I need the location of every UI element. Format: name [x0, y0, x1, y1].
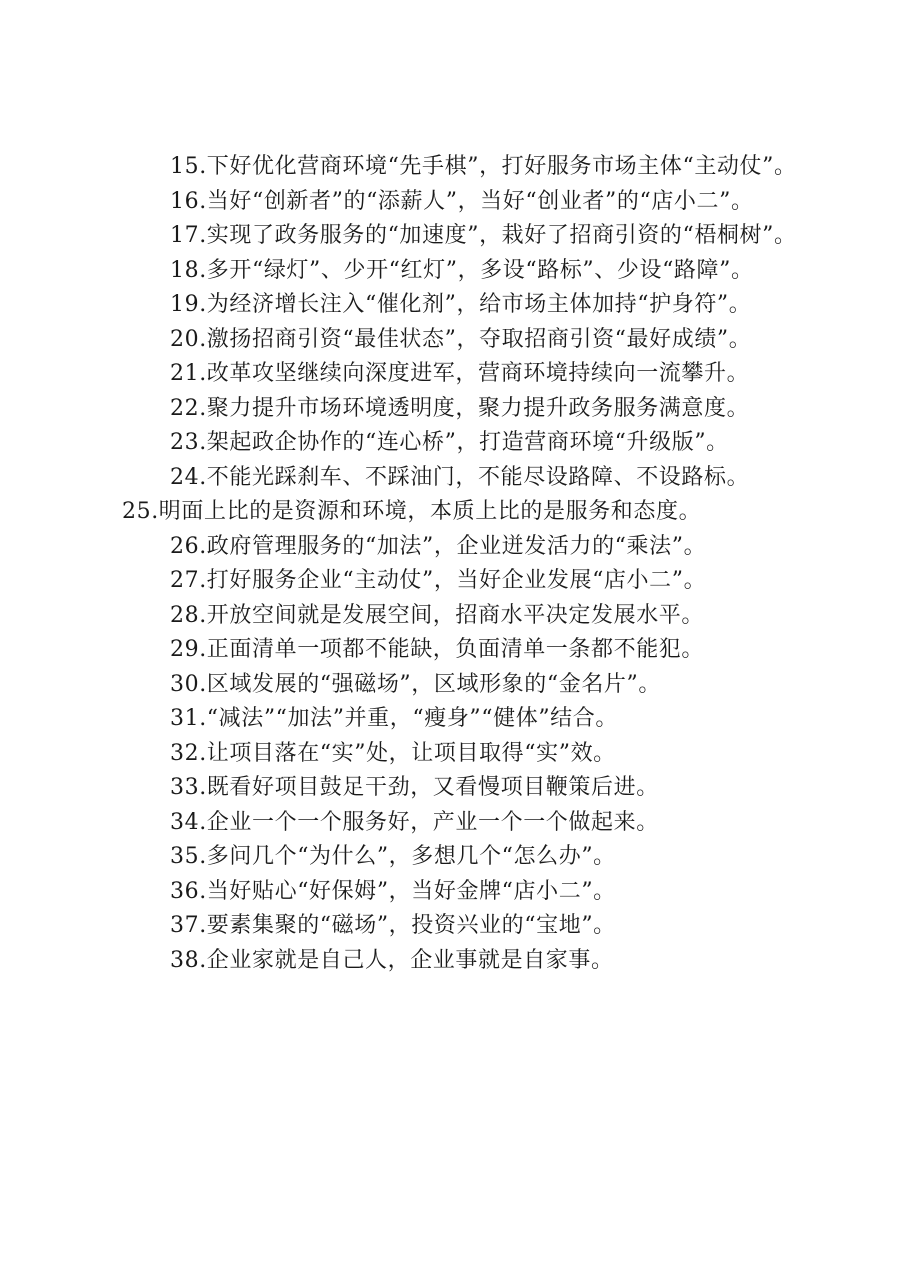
paragraph-25: 25.明面上比的是资源和环境，本质上比的是服务和态度。	[122, 499, 702, 524]
paragraph-26: 26.政府管理服务的“加法”，企业迸发活力的“乘法”。	[170, 533, 707, 559]
paragraph-15: 15.下好优化营商环境“先手棋”，打好服务市场主体“主动仗”。	[170, 154, 797, 179]
paragraph-20: 20.激扬招商引资“最佳状态”，夺取招商引资“最好成绩”。	[170, 326, 752, 352]
paragraph-36: 36.当好贴心“好保姆”，当好金牌“店小二”。	[170, 878, 616, 904]
paragraph-22: 22.聚力提升市场环境透明度，聚力提升政务服务满意度。	[170, 395, 750, 421]
paragraph-29: 29.正面清单一项都不能缺，负面清单一条都不能犯。	[170, 637, 704, 662]
paragraph-30: 30.区域发展的“强磁场”，区域形象的“金名片”。	[170, 671, 661, 697]
paragraph-38: 38.企业家就是自己人，企业事就是自家事。	[170, 947, 614, 973]
document-body	[122, 150, 798, 978]
paragraph-33: 33.既看好项目鼓足干劲，又看慢项目鞭策后进。	[170, 775, 659, 800]
paragraph-18: 18.多开“绿灯”、少开“红灯”，多设“路标”、少设“路障”。	[170, 257, 754, 283]
paragraph-31: 31.“减法”“加法”并重，“瘦身”“健体”结合。	[170, 706, 618, 731]
paragraph-23: 23.架起政企协作的“连心桥”，打造营商环境“升级版”。	[170, 430, 729, 455]
paragraph-32: 32.让项目落在“实”处，让项目取得“实”效。	[170, 740, 616, 766]
paragraph-16: 16.当好“创新者”的“添薪人”，当好“创业者”的“店小二”。	[170, 188, 754, 214]
paragraph-19: 19.为经济增长注入“催化剂”，给市场主体加持“护身符”。	[170, 292, 752, 317]
paragraph-35: 35.多问几个“为什么”，多想几个“怎么办”。	[170, 844, 616, 869]
paragraph-34: 34.企业一个一个服务好，产业一个一个做起来。	[170, 809, 659, 835]
paragraph-27: 27.打好服务企业“主动仗”，当好企业发展“店小二”。	[170, 568, 707, 593]
paragraph-37: 37.要素集聚的“磁场”，投资兴业的“宝地”。	[170, 913, 616, 938]
paragraph-24: 24.不能光踩刹车、不踩油门，不能尽设路障、不设路标。	[170, 464, 750, 490]
paragraph-28: 28.开放空间就是发展空间，招商水平决定发展水平。	[170, 602, 704, 628]
paragraph-17: 17.实现了政务服务的“加速度”，栽好了招商引资的“梧桐树”。	[170, 223, 797, 248]
paragraph-21: 21.改革攻坚继续向深度进军，营商环境持续向一流攀升。	[170, 361, 750, 386]
